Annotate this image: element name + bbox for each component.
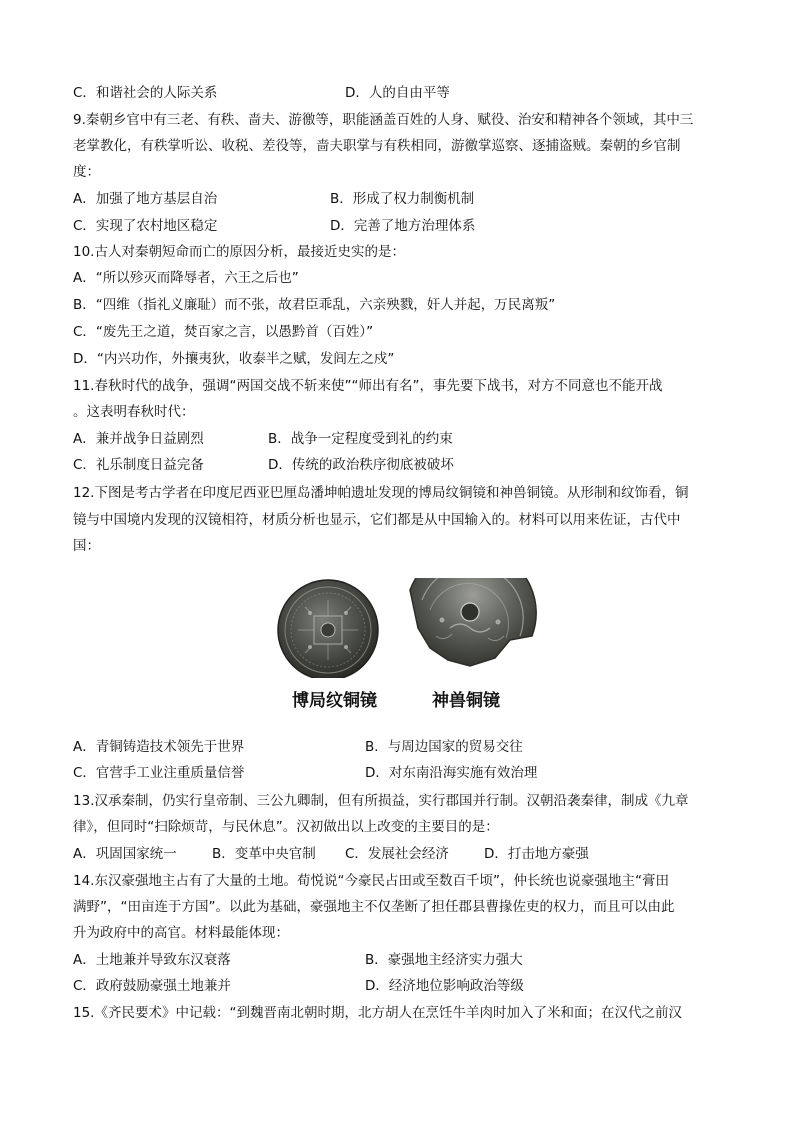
q9-stem-line3: 度： bbox=[73, 164, 100, 180]
q12-option-c: C．官营手工业注重质量信誉 bbox=[73, 765, 245, 781]
tlv-mirror bbox=[278, 580, 378, 678]
q12-stem-line1: 12.下图是考古学者在印度尼西亚巴厘岛潘坤帕遗址发现的博局纹铜镜和神兽铜镜。从形制和纹饰看，铜 bbox=[73, 485, 689, 501]
q9-stem-line2: 老掌教化，有秩掌听讼、收税、差役等，啬夫职掌与有秩相同，游徼掌巡察、逐捕盗贼。秦朝的乡官制 bbox=[73, 138, 681, 154]
q8-option-c: C．和谐社会的人际关系 bbox=[73, 85, 218, 101]
q13-option-b: B．变革中央官制 bbox=[212, 846, 316, 862]
q9-option-c: C．实现了农村地区稳定 bbox=[73, 218, 218, 234]
q10-stem: 10.古人对秦朝短命而亡的原因分析，最接近史实的是： bbox=[73, 244, 405, 260]
q10-option-c: C．“废先王之道，焚百家之言，以愚黔首（百姓）” bbox=[73, 324, 374, 340]
q13-option-c: C．发展社会经济 bbox=[345, 846, 449, 862]
q9-stem-line1: 9.秦朝乡官中有三老、有秩、啬夫、游徼等，职能涵盖百姓的人身、赋役、治安和精神各个领域，其中三 bbox=[73, 112, 694, 128]
beast-mirror bbox=[410, 578, 536, 666]
q13-stem-line2: 律》，但同时“扫除烦苛，与民休息”。汉初做出以上改变的主要目的是： bbox=[73, 819, 499, 835]
q11-option-b: B．战争一定程度受到礼的约束 bbox=[268, 431, 453, 447]
q11-option-d: D．传统的政治秩序彻底被破坏 bbox=[268, 457, 454, 473]
q8-option-d: D．人的自由平等 bbox=[345, 85, 450, 101]
q12-stem-line3: 国： bbox=[73, 538, 100, 554]
q9-option-a: A．加强了地方基层自治 bbox=[73, 191, 218, 207]
caption-tlv-mirror: 博局纹铜镜 bbox=[292, 691, 377, 711]
q14-option-b: B．豪强地主经济实力强大 bbox=[365, 952, 523, 968]
q14-stem-line1: 14.东汉豪强地主占有了大量的土地。荀悦说“今豪民占田或至数百千顷”，仲长统也说豪强地主“膏田 bbox=[73, 873, 669, 889]
q12-option-d: D．对东南沿海实施有效治理 bbox=[365, 765, 538, 781]
caption-beast-mirror: 神兽铜镜 bbox=[432, 691, 500, 711]
q11-option-c: C．礼乐制度日益完备 bbox=[73, 457, 204, 473]
q9-option-b: B．形成了权力制衡机制 bbox=[330, 191, 475, 207]
q12-option-a: A．青铜铸造技术领先于世界 bbox=[73, 739, 245, 755]
q12-stem-line2: 镜与中国境内发现的汉镜相符，材质分析也显示，它们都是从中国输入的。材料可以用来佐证，古代中 bbox=[73, 512, 681, 528]
q13-option-a: A．巩固国家统一 bbox=[73, 846, 177, 862]
q10-option-a: A．“所以殄灭而降辱者，六王之后也” bbox=[73, 270, 299, 286]
q11-stem-line1: 11.春秋时代的战争，强调“两国交战不斩来使”“师出有名”，事先要下战书，对方不同意也不能开战 bbox=[73, 378, 663, 394]
q13-option-d: D．打击地方豪强 bbox=[484, 846, 589, 862]
q14-stem-line3: 升为政府中的高官。材料最能体现： bbox=[73, 925, 289, 941]
q13-stem-line1: 13.汉承秦制，仍实行皇帝制、三公九卿制，但有所损益，实行郡国并行制。汉朝沿袭秦律，制成《九章 bbox=[73, 793, 689, 809]
q10-option-d: D．“内兴功作，外攘夷狄，收泰半之赋，发闾左之戍” bbox=[73, 351, 395, 367]
q14-option-c: C．政府鼓励豪强土地兼并 bbox=[73, 978, 231, 994]
q14-stem-line2: 满野”，“田亩连于方国”。以此为基础，豪强地主不仅垄断了担任郡县曹掾佐吏的权力，而且可以由此 bbox=[73, 899, 675, 915]
q14-option-a: A．土地兼并导致东汉衰落 bbox=[73, 952, 231, 968]
q11-stem-line2: 。这表明春秋时代： bbox=[73, 404, 195, 420]
bronze-mirrors-image bbox=[270, 578, 540, 678]
q15-stem-line1: 15.《齐民要术》中记载：“到魏晋南北朝时期，北方胡人在烹饪牛羊肉时加入了米和面；在汉代之前汉 bbox=[73, 1005, 682, 1021]
q9-option-d: D．完善了地方治理体系 bbox=[330, 218, 476, 234]
q12-option-b: B．与周边国家的贸易交往 bbox=[365, 739, 523, 755]
q14-option-d: D．经济地位影响政治等级 bbox=[365, 978, 524, 994]
q11-option-a: A．兼并战争日益剧烈 bbox=[73, 431, 204, 447]
q10-option-b: B．“四维（指礼义廉耻）而不张，故君臣乖乱，六亲殃戮，奸人并起，万民离叛” bbox=[73, 297, 556, 313]
